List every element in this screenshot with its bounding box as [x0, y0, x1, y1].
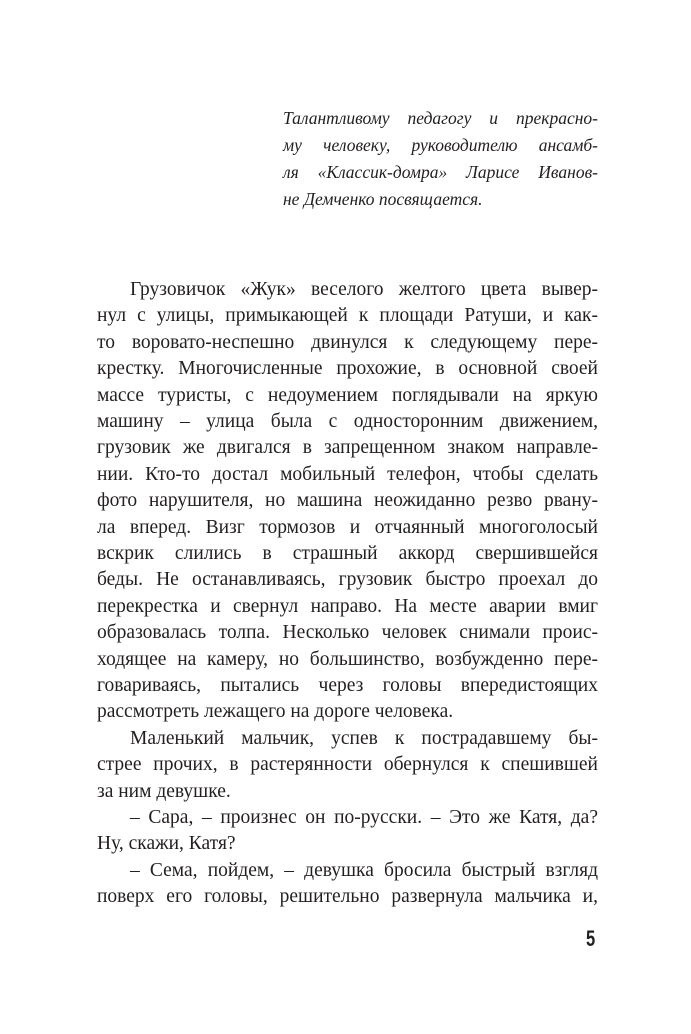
- text-line: за ним девушке.: [97, 780, 231, 802]
- page-number: 5: [586, 926, 596, 951]
- text-line: – Сара, – произнес он по-русски. – Это же Катя, да?: [130, 807, 598, 828]
- text-line: Ну, скажи, Катя?: [97, 833, 236, 855]
- text-line: грузовик же двигался в запрещенном знаком направле-: [97, 437, 598, 459]
- epigraph-line: му человеку, руководителю ансамб-: [283, 135, 598, 155]
- text-line: Маленький мальчик, успев к пострадавшему бы-: [130, 727, 598, 749]
- epigraph-line: Талантливому педагогу и прекрасно-: [283, 108, 598, 128]
- text-line: крестку. Многочисленные прохожие, в основной своей: [97, 358, 598, 380]
- text-line: Грузовичок «Жук» веселого желтого цвета вывер-: [130, 279, 598, 300]
- text-line: вскрик слились в страшный аккорд свершившейся: [97, 543, 598, 564]
- text-line: нул с улицы, примыкающей к площади Ратуши, и как-: [97, 305, 598, 327]
- text-line: нии. Кто-то достал мобильный телефон, чтобы сделать: [97, 463, 598, 485]
- text-line: – Сема, пойдем, – девушка бросила быстрый взгляд: [130, 859, 598, 881]
- text-line: поверх его головы, решительно развернула мальчика и,: [97, 886, 598, 908]
- text-line: перекрестка и свернул направо. На месте аварии вмиг: [97, 595, 598, 617]
- text-line: ходящее на камеру, но большинство, возбужденно пере-: [97, 648, 598, 670]
- text-line: массе туристы, с недоумением поглядывали на яркую: [97, 384, 598, 406]
- text-line: образовалась толпа. Несколько человек снимали проис-: [97, 622, 598, 644]
- epigraph-line: не Демченко посвящается.: [283, 189, 483, 209]
- epigraph-line: ля «Классик-домра» Ларисе Иванов-: [283, 162, 598, 182]
- text-line: фото нарушителя, но машина неожиданно резво рвану-: [97, 490, 598, 512]
- text-line: ла вперед. Визг тормозов и отчаянный многоголосый: [97, 516, 598, 538]
- text-line: стрее прочих, в растерянности обернулся к спешившей: [97, 754, 598, 776]
- text-line: машину – улица была с односторонним движением,: [97, 411, 598, 432]
- text-line: то воровато-неспешно двинулся к следующему пере-: [97, 331, 598, 353]
- text-line: беды. Не останавливаясь, грузовик быстро проехал до: [97, 569, 598, 591]
- text-line: говариваясь, пытались через головы впередистоящих: [97, 675, 598, 696]
- text-line: рассмотреть лежащего на дороге человека.: [97, 701, 454, 723]
